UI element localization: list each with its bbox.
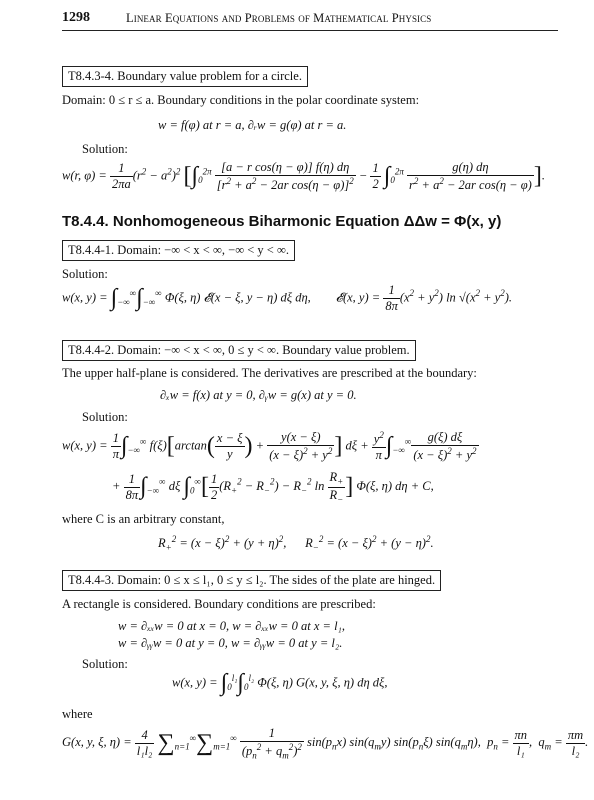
section-title: T8.4.4. Nonhomogeneous Biharmonic Equation ΔΔw = Φ(x, y) xyxy=(62,213,502,230)
description-t8442: The upper half-plane is considered. The derivatives are prescribed at the boundary: xyxy=(62,366,477,380)
boundary-conditions-t8434: w = f(φ) at r = a, ∂ᵣw = g(φ) at r = a. xyxy=(158,118,347,132)
formula-t8442-radii: $R_+^2 = (x - \xi)^2 + (y + \eta)^2$, $R_-^2 = (x - \xi)^2 + (y - \eta)^2$. xyxy=(158,534,434,553)
page-header xyxy=(62,6,558,31)
formula-t8443-solution: w(x, $y) = \int_0^{l_1}\int_0^{l_2}$ Φ(ξ, η) G(x, y, ξ, η) dη dξ, xyxy=(172,670,388,696)
problem-label-t8443: T8.4.4-3. Domain: 0 ≤ x ≤ l₁, 0 ≤ y ≤ l₂. The sides of the plate are hinged. xyxy=(62,570,441,591)
formula-t8442-line2: + $\frac{1}{8\pi}$ $\int_{-\infty}^\infty$ dξ $\int_0^\infty$[ $\frac{1}{2}$ $(R_+^2 - R_-^2) - R_-^2$ ln $\frac{R_+}{R_-}$ ] Φ(ξ, η) dη + C, xyxy=(112,470,434,504)
problem-label-t8442: T8.4.4-2. Domain: −∞ < x < ∞, 0 ≤ y < ∞. Boundary value problem. xyxy=(62,340,416,361)
solution-label-t8441: Solution: xyxy=(62,267,108,281)
formula-t8443-green: G(x, y, ξ, η) = $\frac{4}{\text{l₁l₂}}$ $\sum_{n=1}^\infty\sum_{m=1}^\infty$ $\frac{1}{(p_n^2 + q_m^2)^2}$ $\sin(p_nx)$ $\sin(q_my)$ $\sin(p_n\xi)$ $\sin(q_m\eta)$, $p_n$ = $\frac{\pi n}{\text{l₁}}$ , $q_m$ = $\frac{\pi m}{\text{l₂}}$ . xyxy=(62,726,589,761)
boundary-conditions-t8443-row1: w = ∂ₓₓw = 0 at x = 0, w = ∂ₓₓw = 0 at x = l₁, xyxy=(118,619,346,633)
description-t8443: A rectangle is considered. Boundary conditions are prescribed: xyxy=(62,597,376,611)
boundary-conditions-t8442: ∂ₓw = f(x) at y = 0, ∂ᵧw = g(x) at y = 0. xyxy=(160,388,357,402)
domain-text-t8434: Domain: 0 ≤ r ≤ a. Boundary conditions in the polar coordinate system: xyxy=(62,93,420,107)
boundary-conditions-t8443-row2: w = ∂ᵧᵧw = 0 at y = 0, w = ∂ᵧᵧw = 0 at y = l₂. xyxy=(118,636,343,650)
solution-label-t8442: Solution: xyxy=(82,410,128,424)
solution-label-t8443: Solution: xyxy=(82,657,128,671)
formula-t8441: w(x, $y) = \int_{-\infty}^\infty\int_{-\infty}^\infty$ Φ(ξ, η) 𝓔(x − ξ, y − η) dξ dη, 𝓔(x, y) = $\frac{1}{8\pi}$ $(x^2 + y^2)$ $\ln √(x^2 + y^2)$. xyxy=(62,283,513,313)
running-title: Linear Equations and Problems of Mathematical Physics xyxy=(126,11,432,25)
where-text-t8443: where xyxy=(62,707,93,721)
solution-label-t8434: Solution: xyxy=(82,142,128,156)
problem-label-t8441: T8.4.4-1. Domain: −∞ < x < ∞, −∞ < y < ∞. xyxy=(62,240,295,261)
formula-t8442-line1: w(x, y) = $\frac{1}{\pi}$ $\int_{-\infty}^\infty$ f(ξ)[arctan( $\frac{x - \xi}{y}$ ) + $\frac{y(x - \xi)}{(x - \xi)^2 + y^2}$ ] dξ + $\frac{y^2}{\pi}$ $\int_{-\infty}^\infty$ $\frac{g(\xi) d\xi}{(x - \xi)^2 + y^2}$ xyxy=(62,430,477,463)
formula-t8434: w(r, φ) = $\frac{1}{2\pi a}$ $(r^2 - a^2)^2$ [$\int_0^{2\pi}$ $\frac{\text{[a − r cos(η − φ)] f(η) dη}}{[r^2 + a^2 - 2ar \cos(\eta - \varphi)]^2}$ − $\frac{1}{2}$ $\int_0^{2\pi}$ $\frac{g(\eta) d\eta}{r^2 + a^2 - 2ar \cos(\eta - \varphi)}$ ]. xyxy=(62,160,545,193)
page-number: 1298 xyxy=(62,10,90,25)
problem-label-t8434: T8.4.3-4. Boundary value problem for a circle. xyxy=(62,66,308,87)
where-text-t8442: where C is an arbitrary constant, xyxy=(62,512,225,526)
